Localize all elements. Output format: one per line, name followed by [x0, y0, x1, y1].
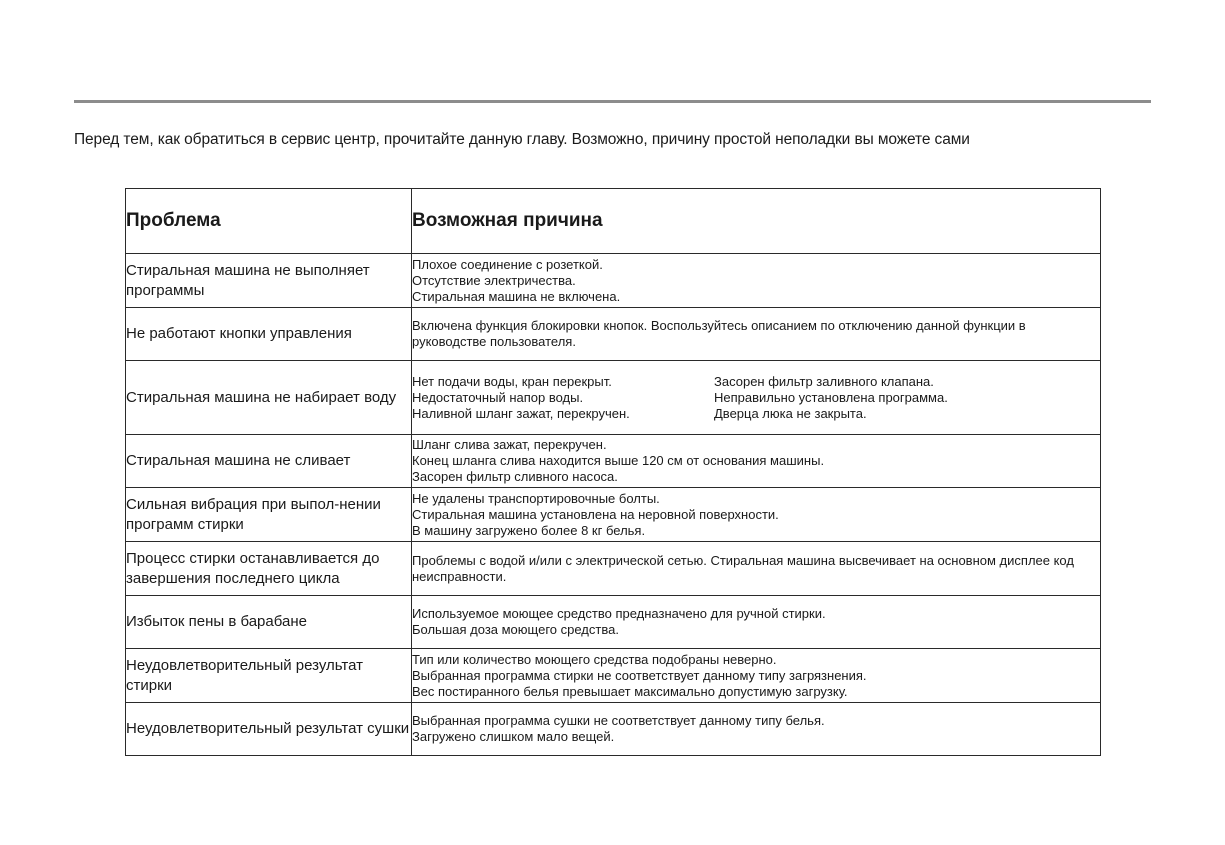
cause-cell	[412, 649, 1101, 703]
problem-cell: Процесс стирки останавливается до завершения последнего цикла	[126, 542, 412, 596]
cause-line: Отсутствие электричества.	[412, 272, 576, 288]
problem-cell: Неудовлетворительный результат стирки	[126, 649, 412, 703]
problem-cell: Стиральная машина не выполняет программы	[126, 254, 412, 308]
header-problem: Проблема	[126, 189, 412, 254]
cause-columns	[412, 374, 1100, 422]
problem-cell: Сильная вибрация при выпол-нении программ стирки	[126, 488, 412, 542]
cause-line: Выбранная программа сушки не соответствует данному типу белья.	[412, 713, 825, 728]
cause-line: Большая доза моющего средства.	[412, 622, 619, 637]
table-row	[126, 308, 1101, 361]
problem-cell: Не работают кнопки управления	[126, 308, 412, 361]
table-row	[126, 542, 1101, 596]
problem-cell: Избыток пены в барабане	[126, 596, 412, 649]
cause-line: Загружено слишком мало вещей.	[412, 729, 615, 744]
cause-line: Конец шланга слива находится выше 120 см от основания машины.	[412, 453, 825, 468]
cause-line: Неправильно установлена программа.	[714, 389, 948, 405]
cause-cell	[412, 435, 1101, 488]
cause-text: Включена функция блокировки кнопок. Воспользуйтесь описанием по отключению данной функции в руководстве пользователя.	[412, 318, 1026, 349]
cause-line: Используемое моющее средство предназначено для ручной стирки.	[412, 606, 826, 621]
cause-cell	[412, 542, 1101, 596]
cause-cell	[412, 703, 1101, 756]
table-row	[126, 703, 1101, 756]
troubleshooting-table	[125, 188, 1101, 756]
cause-cell	[412, 488, 1101, 542]
cause-column-left	[412, 374, 714, 422]
cause-line: Наливной шланг зажат, перекручен.	[412, 405, 630, 421]
cause-line: Нет подачи воды, кран перекрыт.	[412, 373, 612, 389]
cause-column-right	[714, 374, 1100, 422]
header-cause: Возможная причина	[412, 189, 1101, 254]
cause-line: Не удалены транспортировочные болты.	[412, 490, 660, 506]
table-row	[126, 596, 1101, 649]
table-row	[126, 649, 1101, 703]
cause-line: Плохое соединение с розеткой.	[412, 256, 603, 272]
cause-cell	[412, 596, 1101, 649]
cause-line: В машину загружено более 8 кг белья.	[412, 522, 646, 538]
cause-line: Засорен фильтр заливного клапана.	[714, 373, 934, 389]
cause-line: Стиральная машина установлена на неровной поверхности.	[412, 506, 779, 522]
cause-line: Тип или количество моющего средства подобраны неверно.	[412, 651, 777, 667]
cause-cell	[412, 308, 1101, 361]
table-row	[126, 435, 1101, 488]
cause-line: Недостаточный напор воды.	[412, 389, 584, 405]
problem-cell: Неудовлетворительный результат сушки	[126, 703, 412, 756]
table-row	[126, 361, 1101, 435]
cause-text: Проблемы с водой и/или с электрической сетью. Стиральная машина высвечивает на основном дисплее код неисправности.	[412, 552, 1074, 584]
cause-line: Дверца люка не закрыта.	[714, 405, 867, 421]
table-row	[126, 488, 1101, 542]
cause-line: Выбранная программа стирки не соответствует данному типу загрязнения.	[412, 667, 867, 683]
top-divider	[74, 100, 1151, 103]
cause-cell	[412, 361, 1101, 435]
cause-line: Засорен фильтр сливного насоса.	[412, 469, 618, 484]
table-header-row	[126, 189, 1101, 254]
cause-line: Шланг слива зажат, перекручен.	[412, 437, 607, 452]
cause-line: Вес постиранного белья превышает максимально допустимую загрузку.	[412, 683, 848, 699]
problem-cell: Стиральная машина не набирает воду	[126, 361, 412, 435]
intro-paragraph: Перед тем, как обратиться в сервис центр, прочитайте данную главу. Возможно, причину простой неполадки вы можете сами	[74, 131, 970, 148]
cause-cell	[412, 254, 1101, 308]
cause-line: Стиральная машина не включена.	[412, 288, 621, 304]
problem-cell: Стиральная машина не сливает	[126, 435, 412, 488]
table-row	[126, 254, 1101, 308]
